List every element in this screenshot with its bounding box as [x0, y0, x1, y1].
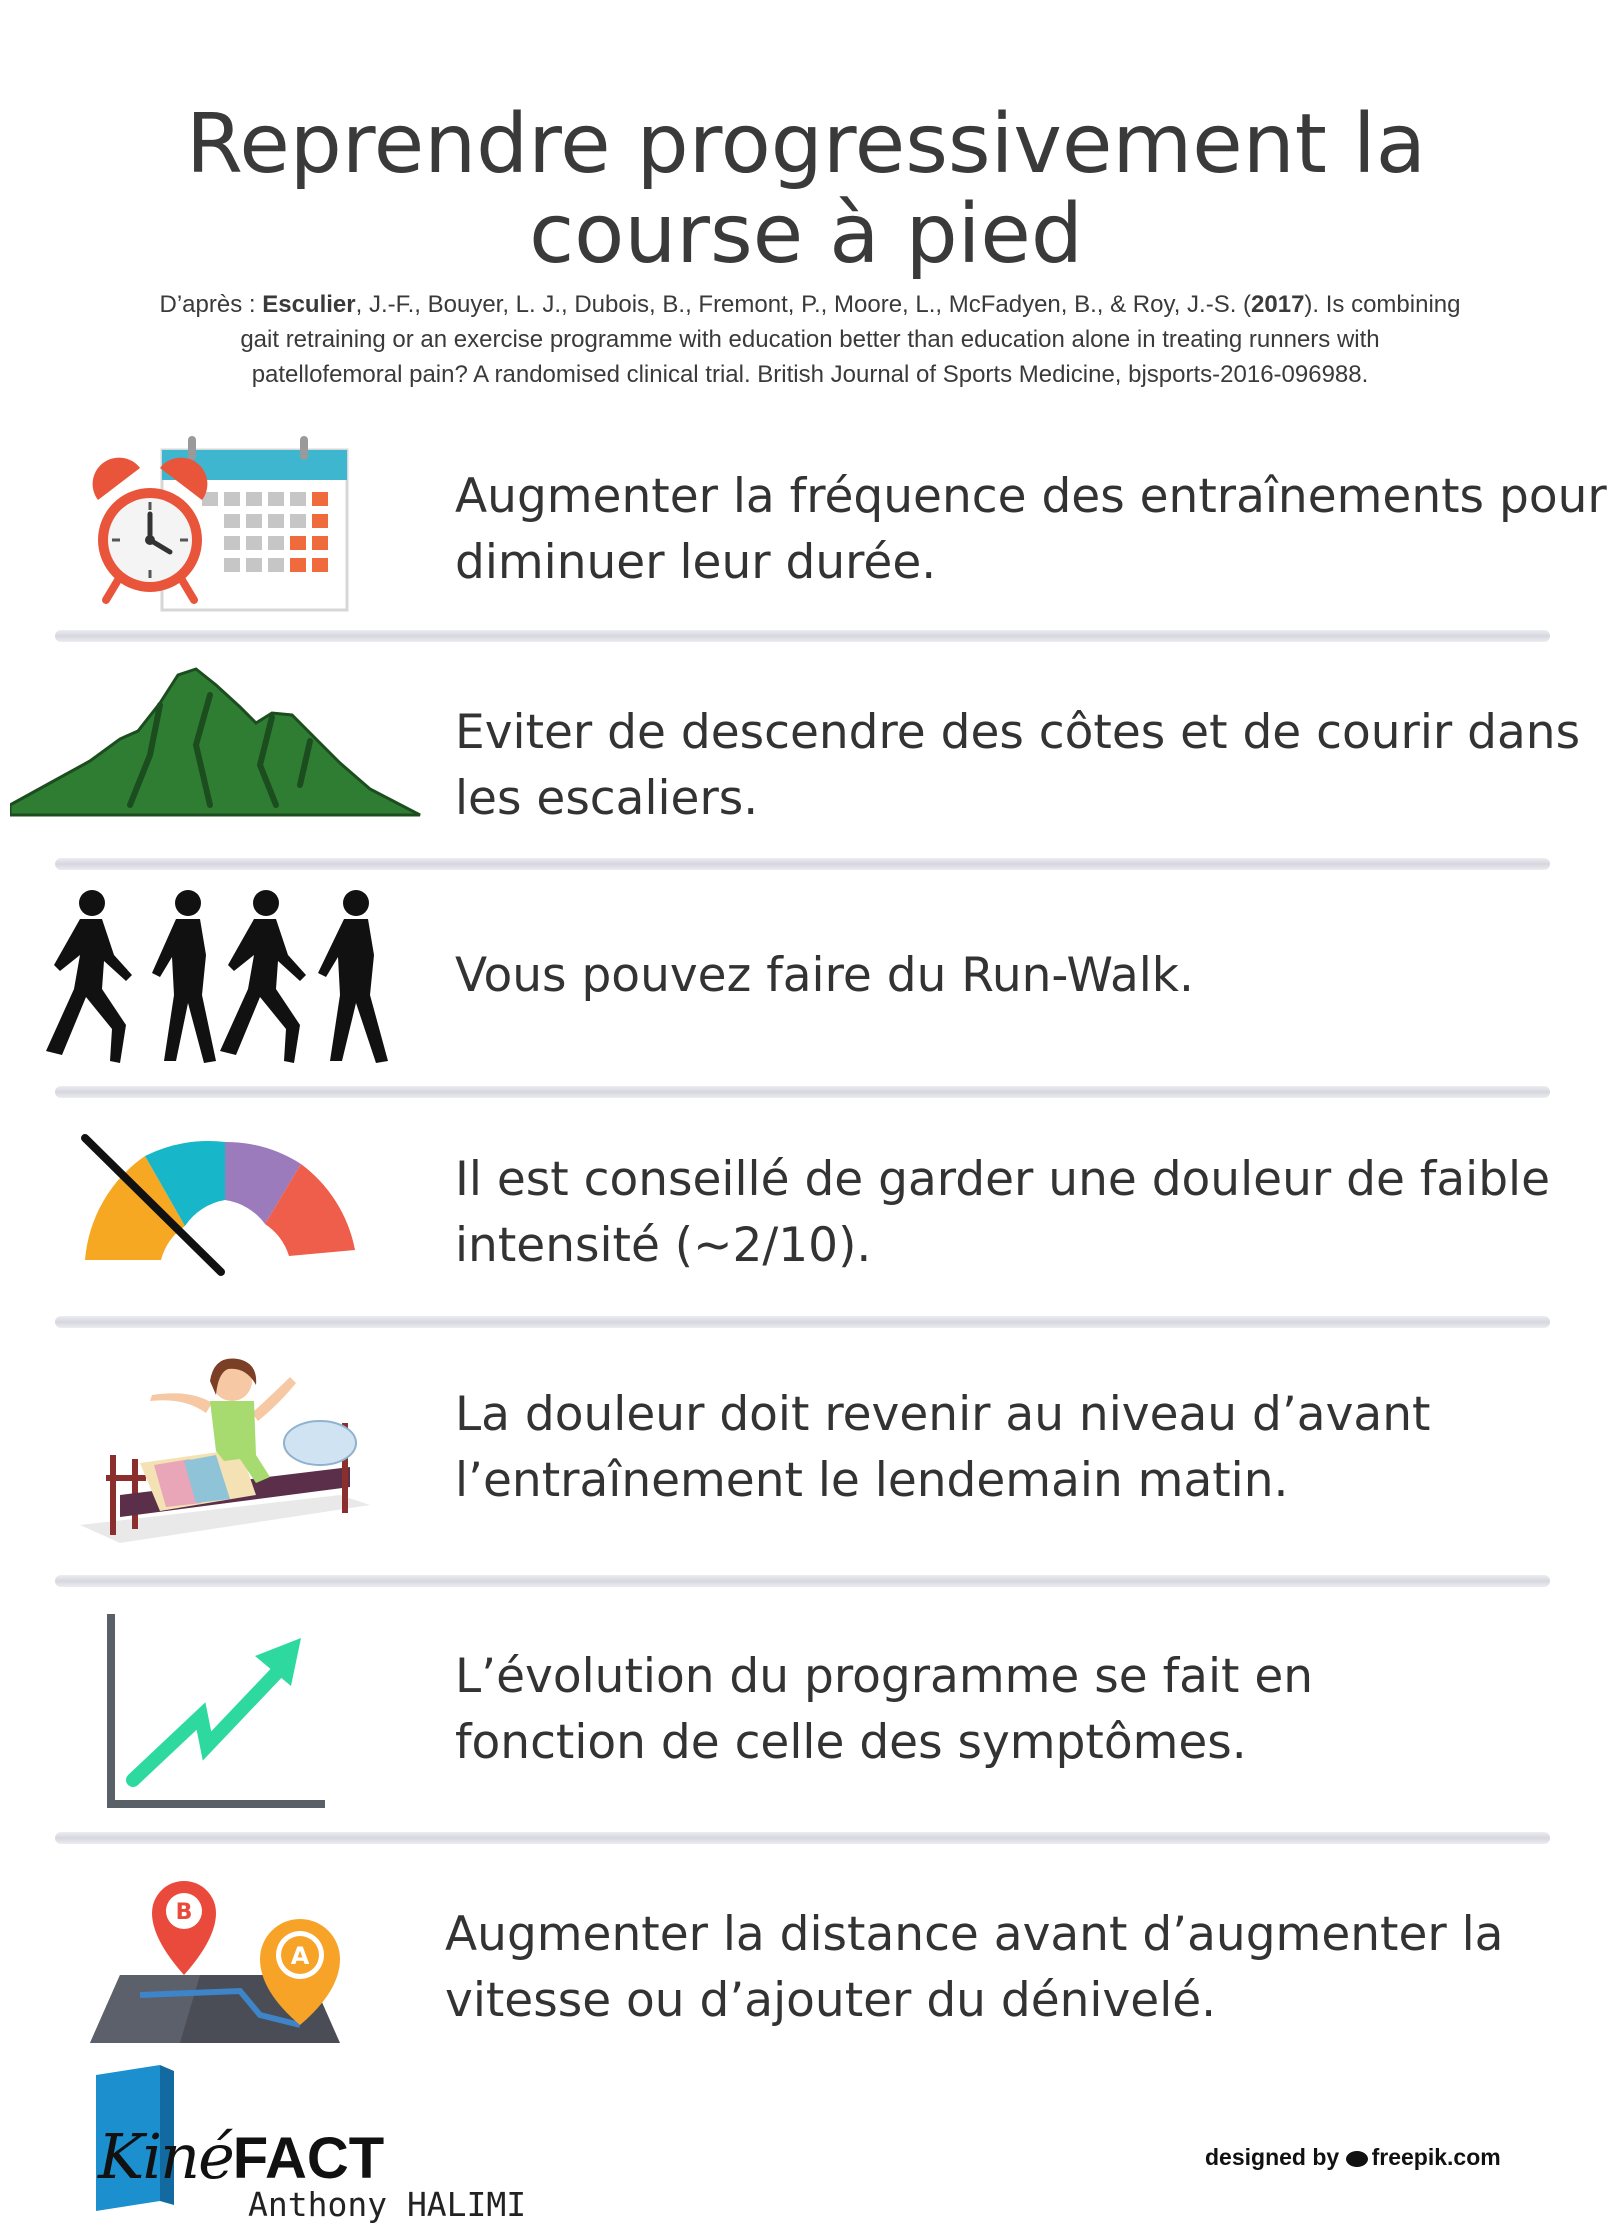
- reference-authors: , J.-F., Bouyer, L. J., Dubois, B., Fremont, P., Moore, L., McFadyen, B., & Roy, J.-S. (: [355, 291, 1252, 318]
- mountain-icon: [10, 665, 430, 825]
- reference-citation: [70, 287, 1550, 392]
- title-line-2: course à pied: [529, 187, 1083, 282]
- divider: [55, 630, 1550, 642]
- tip-morning-pain-line-1: La douleur doit revenir au niveau d’avant: [455, 1387, 1431, 1442]
- tip-descent-line-2: les escaliers.: [455, 771, 759, 826]
- pin-a-label: A: [290, 1942, 310, 1970]
- tip-distance-line-1: Augmenter la distance avant d’augmenter la: [445, 1907, 1504, 1962]
- tip-pain-level-line-2: intensité (~2/10).: [455, 1218, 872, 1273]
- tip-progression-text: [455, 1644, 1313, 1776]
- growth-chart-icon: [105, 1610, 335, 1810]
- reference-line-2: gait retraining or an exercise programme with education better than education alone in treating runners with: [240, 326, 1380, 353]
- divider: [55, 1316, 1550, 1328]
- reference-line-3: patellofemoral pain? A randomised clinical trial. British Journal of Sports Medicine, bjsports-2016-096988.: [251, 361, 1369, 388]
- tip-progression-line-2: fonction de celle des symptômes.: [455, 1715, 1247, 1770]
- tip-descent-text: [455, 700, 1580, 832]
- freepik-credit[interactable]: [1205, 2144, 1501, 2171]
- runners-icon: [40, 885, 400, 1070]
- credit-site: freepik.com: [1371, 2144, 1501, 2170]
- logo-brand: [98, 2120, 384, 2193]
- pin-b-label: B: [175, 1900, 193, 1925]
- divider: [55, 1086, 1550, 1098]
- girl-waking-up-icon: [80, 1355, 370, 1550]
- gauge-icon: [75, 1130, 365, 1290]
- reference-first-author: Esculier: [262, 291, 356, 318]
- title-line-1: Reprendre progressivement la: [186, 97, 1426, 192]
- tip-frequency-line-1: Augmenter la fréquence des entraînements pour: [455, 469, 1607, 524]
- reference-prefix: D’après :: [159, 291, 263, 318]
- calendar-clock-icon: [90, 430, 360, 620]
- tip-progression-line-1: L’évolution du programme se fait en: [455, 1649, 1314, 1704]
- tip-pain-level-line-1: Il est conseillé de garder une douleur de faible: [455, 1152, 1551, 1207]
- tip-pain-level-text: [455, 1147, 1550, 1279]
- divider: [55, 1575, 1550, 1587]
- logo-brand-ki: Kiné: [98, 2120, 233, 2193]
- tip-morning-pain-text: [455, 1382, 1430, 1514]
- tip-distance-line-2: vitesse ou d’ajouter du dénivelé.: [445, 1973, 1217, 2028]
- divider: [55, 858, 1550, 870]
- logo-brand-fact: FACT: [232, 2126, 385, 2191]
- divider: [55, 1832, 1550, 1844]
- credit-prefix: designed by: [1205, 2144, 1346, 2170]
- reference-title-start: ). Is combining: [1304, 291, 1461, 318]
- logo-author: Anthony HALIMI: [248, 2185, 527, 2224]
- tip-frequency-text: [455, 464, 1607, 596]
- freepik-logo-icon: [1346, 2151, 1368, 2167]
- kinefact-logo: [80, 2040, 560, 2224]
- route-map-icon: [90, 1865, 360, 2045]
- tip-descent-line-1: Eviter de descendre des côtes et de courir dans: [455, 705, 1581, 760]
- page-title: [0, 97, 1612, 282]
- tip-run-walk-line-1: Vous pouvez faire du Run-Walk.: [455, 948, 1194, 1003]
- tip-frequency-line-2: diminuer leur durée.: [455, 535, 937, 590]
- tip-run-walk-text: [455, 943, 1194, 1009]
- tip-morning-pain-line-2: l’entraînement le lendemain matin.: [455, 1453, 1289, 1508]
- reference-year: 2017: [1251, 291, 1305, 318]
- tip-distance-text: [445, 1902, 1504, 2034]
